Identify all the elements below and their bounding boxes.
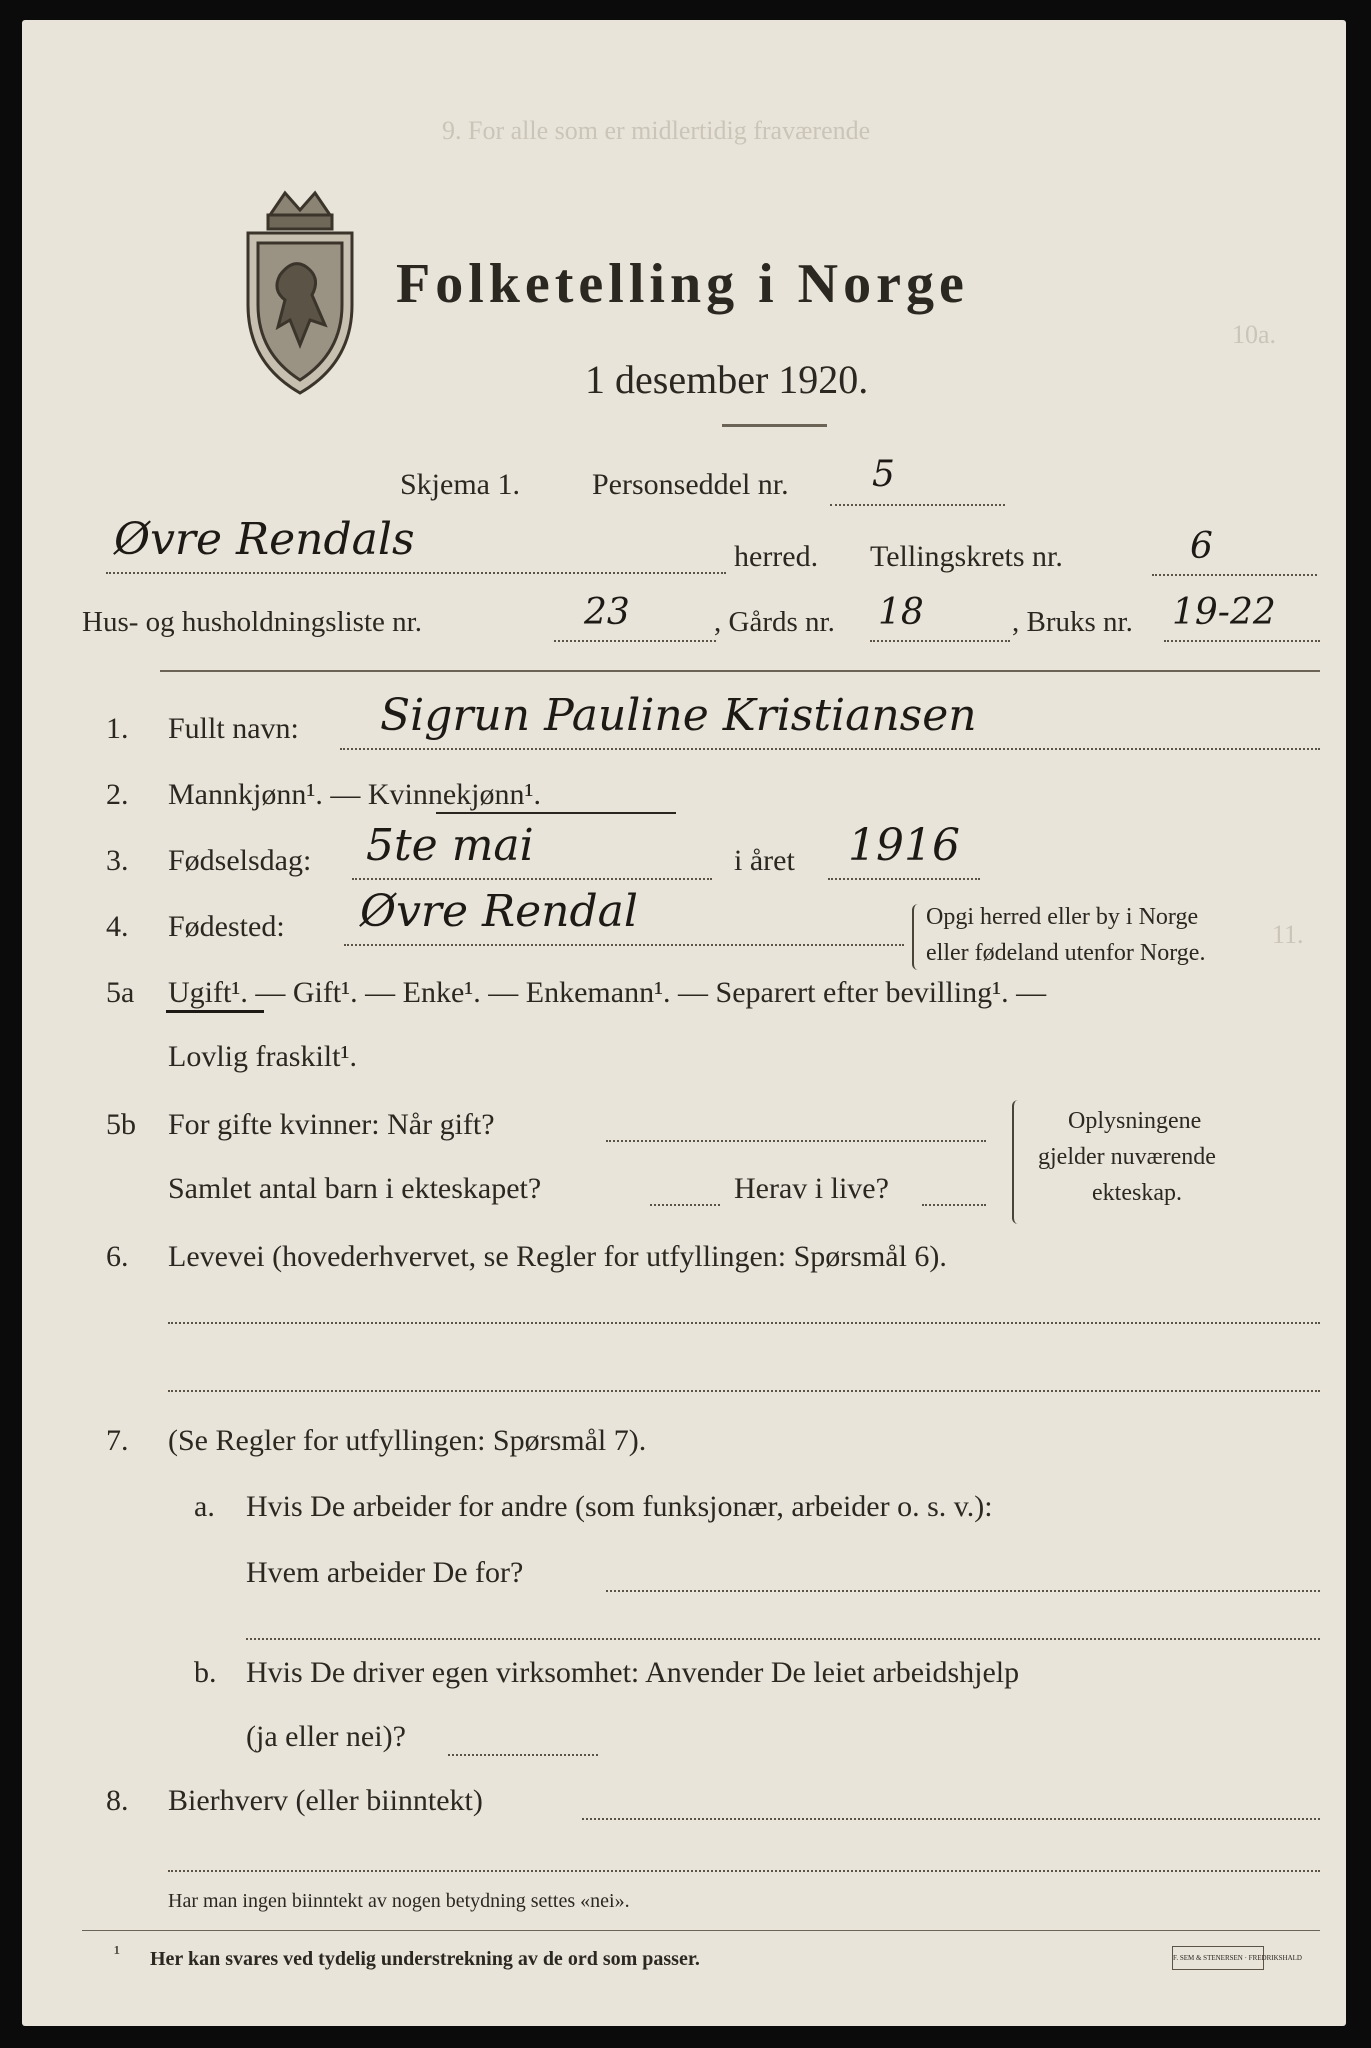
q4-bracket: [912, 904, 922, 970]
q8-answer-line1: [582, 1818, 1320, 1820]
q5b-line2a: Samlet antal barn i ekteskapet?: [168, 1172, 542, 1205]
q3-year-line: [828, 878, 980, 880]
q5b-number: 5b: [106, 1108, 136, 1141]
q4-note-line2: eller fødeland utenfor Norge.: [926, 940, 1206, 966]
q7-label: (Se Regler for utfyllingen: Spørsmål 7).: [168, 1424, 647, 1457]
bleed-through-text: 9. For alle som er midlertidig fraværende: [442, 116, 871, 145]
q2-label: Mannkjønn¹. — Kvinnekjønn¹.: [168, 778, 541, 811]
q5b-note-line1: Oplysningene: [1068, 1108, 1202, 1134]
q7-number: 7.: [106, 1424, 129, 1457]
q5a-number: 5a: [106, 976, 135, 1009]
herred-value: Øvre Rendals: [114, 514, 415, 565]
title-divider: [722, 424, 827, 427]
q2-underline-kvinnekjonn: [436, 812, 676, 814]
footer-rule: [82, 1930, 1320, 1931]
bleed-through-text: 11.: [1272, 920, 1304, 949]
q4-line: [344, 944, 904, 946]
hus-value: 23: [584, 592, 630, 633]
personseddel-label: Personseddel nr.: [592, 468, 789, 501]
hus-line: [554, 640, 716, 642]
q3-value: 5te mai: [366, 820, 534, 871]
q7b-line1: Hvis De driver egen virksomhet: Anvender De leiet arbeidshjelp: [246, 1656, 1020, 1689]
printer-stamp: F. SEM & STENERSEN · FREDRIKSHALD: [1172, 1946, 1264, 1970]
q5b-note-line3: ekteskap.: [1092, 1180, 1182, 1206]
q6-label: Levevei (hovederhvervet, se Regler for utfyllingen: Spørsmål 6).: [168, 1240, 947, 1273]
q7b-answer-line: [448, 1754, 598, 1756]
krets-label: Tellingskrets nr.: [870, 540, 1063, 573]
krets-line: [1152, 574, 1317, 576]
q8-answer-line2: [168, 1870, 1320, 1872]
q7b-line2: (ja eller nei)?: [246, 1720, 406, 1753]
q3-number: 3.: [106, 844, 129, 877]
q7b-letter: b.: [194, 1656, 217, 1689]
q5b-children-line: [650, 1204, 720, 1206]
bruks-label: , Bruks nr.: [1012, 606, 1133, 638]
form-title: Folketelling i Norge: [396, 253, 969, 315]
q1-number: 1.: [106, 712, 129, 745]
bleed-through-text: 10a.: [1232, 320, 1277, 349]
q3-day-line: [352, 878, 712, 880]
gards-label: , Gårds nr.: [714, 606, 835, 638]
footnote-mark: ¹: [114, 1942, 120, 1964]
q7a-line1: Hvis De arbeider for andre (som funksjonær, arbeider o. s. v.):: [246, 1490, 993, 1523]
gards-value: 18: [878, 592, 924, 633]
footnote: Her kan svares ved tydelig understrekning av de ord som passer.: [150, 1948, 700, 1970]
q5b-bracket: [1012, 1100, 1024, 1224]
q7a-answer-line1: [606, 1590, 1320, 1592]
q8-number: 8.: [106, 1784, 129, 1817]
bruks-value: 19-22: [1172, 592, 1276, 633]
q7a-line2: Hvem arbeider De for?: [246, 1556, 524, 1589]
q5b-line2b: Herav i live?: [734, 1172, 889, 1205]
bruks-line: [1164, 640, 1320, 642]
personseddel-line: [830, 504, 1005, 506]
q6-answer-line2: [168, 1390, 1320, 1392]
q7a-answer-line2: [246, 1638, 1320, 1640]
q7a-letter: a.: [194, 1490, 215, 1523]
q5a-line2: Lovlig fraskilt¹.: [168, 1040, 357, 1073]
form-subtitle: 1 desember 1920.: [585, 357, 869, 402]
q5b-line1: For gifte kvinner: Når gift?: [168, 1108, 495, 1141]
q4-number: 4.: [106, 910, 129, 943]
gards-line: [870, 640, 1010, 642]
schema-label: Skjema 1.: [400, 468, 520, 501]
q2-number: 2.: [106, 778, 129, 811]
q5a-underline-ugift: [166, 1010, 264, 1013]
q8-label: Bierhverv (eller biinntekt): [168, 1784, 483, 1817]
q1-line: [340, 748, 1320, 750]
q1-value: Sigrun Pauline Kristiansen: [380, 690, 977, 741]
q6-answer-line1: [168, 1322, 1320, 1324]
q5b-alive-line: [922, 1204, 986, 1206]
footer-note: Har man ingen biinntekt av nogen betydning settes «nei».: [168, 1890, 630, 1912]
q4-note-line1: Opgi herred eller by i Norge: [926, 904, 1199, 930]
q3-year-label: i året: [734, 844, 795, 877]
personseddel-value: 5: [872, 454, 895, 495]
q4-label: Fødested:: [168, 910, 285, 943]
q5b-note-line2: gjelder nuværende: [1038, 1144, 1216, 1170]
krets-value: 6: [1190, 526, 1213, 567]
coat-of-arms-icon: [240, 185, 360, 400]
q3-label: Fødselsdag:: [168, 844, 312, 877]
header-rule: [160, 670, 1320, 672]
q5b-when-line: [606, 1140, 986, 1142]
herred-label: herred.: [734, 540, 819, 573]
hus-label: Hus- og husholdningsliste nr.: [82, 606, 422, 638]
q3-year-value: 1916: [848, 820, 960, 871]
q1-label: Fullt navn:: [168, 712, 299, 745]
q5a-line1: Ugift¹. — Gift¹. — Enke¹. — Enkemann¹. — Separert efter bevilling¹. —: [168, 976, 1047, 1009]
herred-line: [106, 572, 726, 574]
q6-number: 6.: [106, 1240, 129, 1273]
census-form-sheet: [22, 20, 1346, 2026]
q4-value: Øvre Rendal: [360, 886, 638, 937]
